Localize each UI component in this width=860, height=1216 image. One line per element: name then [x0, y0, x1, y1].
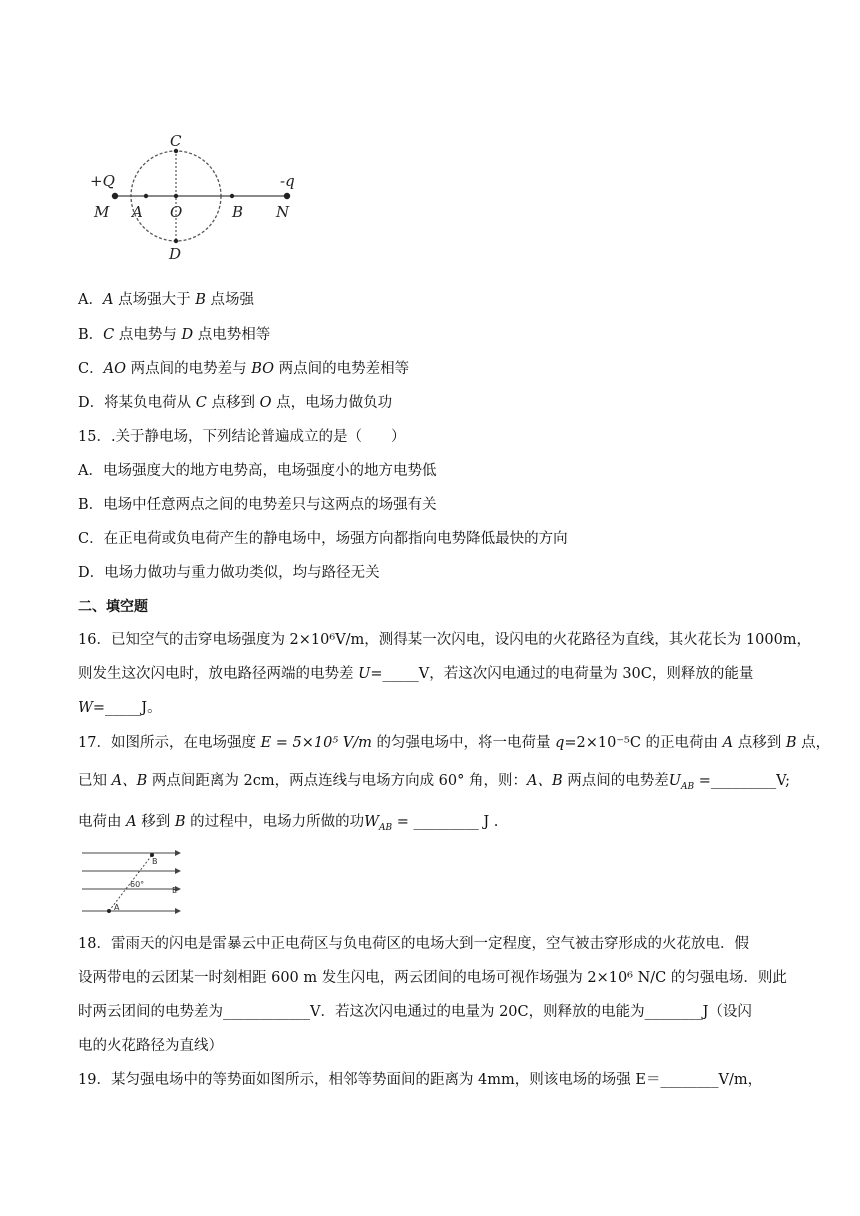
- point-n: [284, 193, 290, 199]
- label-e: E: [172, 886, 178, 895]
- point-b: [230, 194, 234, 198]
- q17-line1: 17．如图所示，在电场强度 E = 5×10⁵ V/m 的匀强电场中，将一电荷量 q=2×10⁻⁵C 的正电荷由 A 点移到 B 点，: [78, 735, 831, 751]
- point-m: [112, 193, 118, 199]
- label-o: O: [170, 203, 183, 221]
- q16-line3: W=_____J。: [78, 700, 162, 716]
- q18-line2: 设两带电的云团某一时刻相距 600 m 发生闪电，两云团间的电场可视作场强为 2×10⁶ N/C 的匀强电场．则此: [78, 970, 787, 986]
- label-plus-q: +Q: [90, 172, 115, 190]
- point-d: [174, 239, 178, 243]
- q17-line2: 已知 A、B 两点间距离为 2cm，两点连线与电场方向成 60° 角，则：A、B 两点间的电势差$U_{AB}$ =_________V;: [78, 773, 791, 792]
- q15-option-c: C．在正电荷或负电荷产生的静电场中，场强方向都指向电势降低最快的方向: [78, 531, 568, 547]
- q16-line2: 则发生这次闪电时，放电路径两端的电势差 U=_____V，若这次闪电通过的电荷量为 30C，则释放的能量: [78, 666, 754, 682]
- point-a: [107, 909, 111, 913]
- label-a: A: [132, 203, 143, 221]
- figure-uniform-field: [80, 848, 190, 918]
- figure-charges-circle: [84, 128, 314, 268]
- label-d: D: [169, 245, 182, 263]
- q17-line3: 电荷由 A 移到 B 的过程中，电场力所做的功$W_{AB}$ = _________ J .: [78, 814, 499, 833]
- q15-stem: 15．.关于静电场，下列结论普遍成立的是（ ）: [78, 429, 406, 445]
- label-n: N: [276, 203, 290, 221]
- q16-line1: 16．已知空气的击穿电场强度为 2×10⁶V/m，测得某一次闪电，设闪电的火花路径为直线，其火花长为 1000m，: [78, 632, 812, 648]
- label-c: C: [170, 132, 182, 150]
- q14-option-a: A．A 点场强大于 B 点场强: [78, 292, 254, 308]
- q18-line3: 时两云团间的电势差为____________V．若这次闪电通过的电量为 20C，则释放的电能为________J（设闪: [78, 1004, 752, 1020]
- label-b: B: [232, 203, 244, 221]
- label-minus-q: -q: [280, 172, 295, 190]
- q15-option-d: D．电场力做功与重力做功类似，均与路径无关: [78, 565, 380, 581]
- label-angle: 60°: [130, 880, 145, 889]
- q14-option-b: B．C 点电势与 D 点电势相等: [78, 327, 271, 343]
- section-title: 二、填空题: [78, 599, 148, 615]
- label-b: B: [152, 857, 158, 866]
- q14-option-c: C．AO 两点间的电势差与 BO 两点间的电势差相等: [78, 361, 410, 377]
- q15-option-b: B．电场中任意两点之间的电势差只与这两点的场强有关: [78, 497, 437, 513]
- point-o: [174, 194, 178, 198]
- q18-line1: 18．雷雨天的闪电是雷暴云中正电荷区与负电荷区的电场大到一定程度，空气被击穿形成的火花放电．假: [78, 936, 749, 952]
- q18-line4: 电的火花路径为直线）: [78, 1038, 223, 1054]
- q15-option-a: A．电场强度大的地方电势高，电场强度小的地方电势低: [78, 463, 437, 479]
- point-a: [144, 194, 148, 198]
- q19-line1: 19．某匀强电场中的等势面如图所示，相邻等势面间的距离为 4mm，则该电场的场强 E＝________V/m，: [78, 1072, 763, 1088]
- label-a: A: [114, 903, 120, 912]
- label-m: M: [94, 203, 110, 221]
- q14-option-d: D．将某负电荷从 C 点移到 O 点，电场力做负功: [78, 395, 393, 411]
